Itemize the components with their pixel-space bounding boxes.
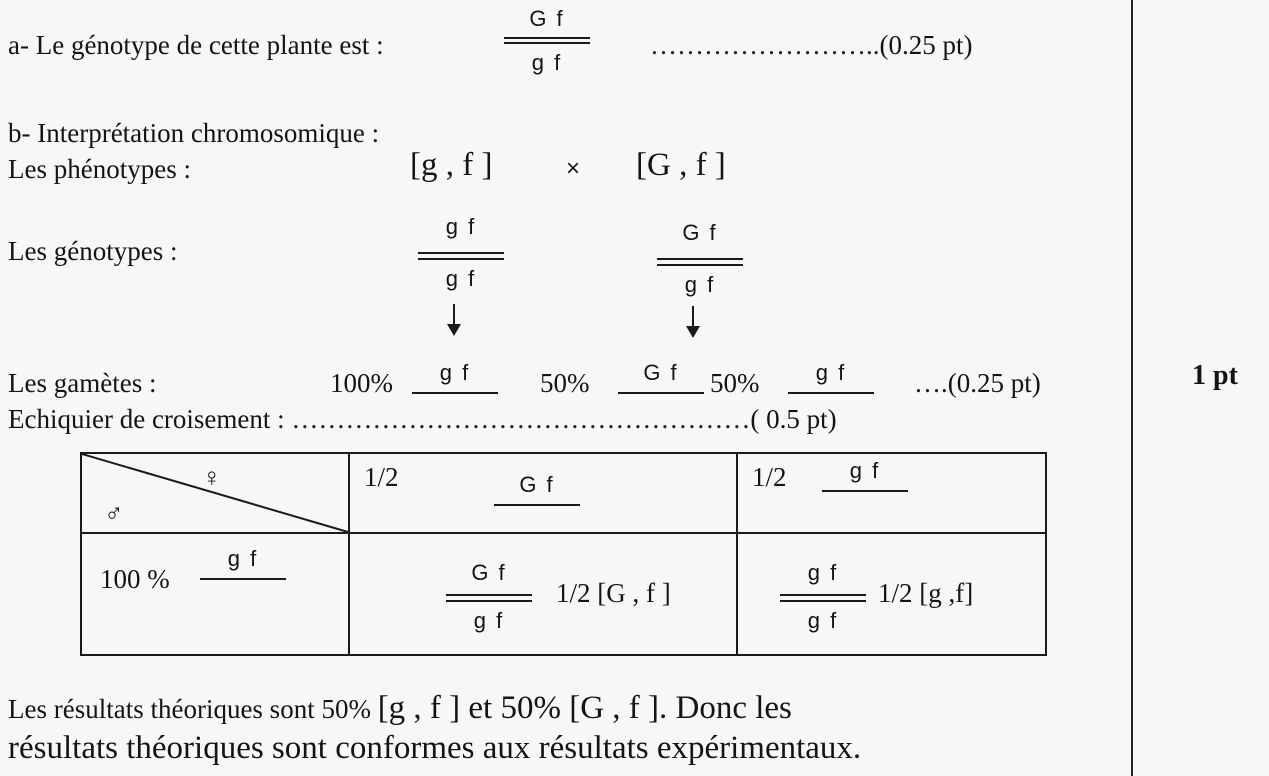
genotype-left-bottom: g f — [445, 266, 477, 291]
cell-1-genotype-bottom: g f — [473, 608, 505, 633]
arrow-down-icon — [453, 304, 455, 326]
column-2-gamete-label: g f — [849, 458, 881, 483]
gamete-3-label: g f — [815, 360, 847, 385]
chromosome-bar — [822, 490, 908, 492]
gamete-1-label: g f — [439, 360, 471, 385]
gamete-1-percent: 100% — [330, 368, 393, 398]
genotype-right — [657, 220, 743, 297]
chromosome-bar — [418, 258, 504, 260]
column-2-fraction: 1/2 — [752, 462, 787, 492]
chromosome-bar — [494, 504, 580, 506]
genotype-left — [418, 214, 504, 291]
chromosome-bar — [412, 392, 498, 394]
row-label: 100 % — [100, 564, 170, 594]
part-b-heading: b- Interprétation chromosomique : — [8, 118, 380, 148]
cell-1-genotype — [446, 560, 532, 633]
male-icon: ♂ — [104, 498, 124, 528]
genotype-right-top: G f — [682, 220, 718, 245]
cross-symbol: × — [566, 155, 581, 182]
part-a-text: a- Le génotype de cette plante est : — [8, 30, 384, 60]
chromosome-bar — [657, 258, 743, 260]
row-gamete-label: g f — [227, 546, 259, 571]
conclusion-line-1b: [g , f ] et 50% [G , f ]. Donc les — [377, 690, 792, 726]
female-icon: ♀ — [202, 462, 222, 492]
table-column-divider — [736, 454, 738, 654]
cell-2-result: 1/2 [g ,f] — [878, 578, 974, 608]
margin-divider — [1131, 0, 1133, 776]
conclusion-line-2: résultats théoriques sont conformes aux résultats expérimentaux. — [8, 730, 862, 766]
plant-genotype-bottom: g f — [531, 50, 563, 75]
arrow-down-icon — [692, 306, 694, 328]
genotype-left-top: g f — [445, 214, 477, 239]
phenotypes-label: Les phénotypes : — [8, 154, 191, 184]
column-1-gamete-label: G f — [519, 472, 555, 497]
chromosome-bar — [788, 392, 874, 394]
conclusion-line-1a: Les résultats théoriques sont 50% — [8, 694, 378, 724]
gamete-3-percent: 50% — [710, 368, 760, 398]
cell-1-genotype-top: G f — [471, 560, 507, 585]
phenotype-right: [G , f ] — [636, 147, 726, 183]
punnett-square — [80, 452, 1047, 656]
chromosome-bar — [504, 42, 590, 44]
cell-2-genotype-bottom: g f — [807, 608, 839, 633]
phenotype-left: [g , f ] — [410, 147, 493, 183]
genotype-right-bottom: g f — [684, 272, 716, 297]
chromosome-bar — [200, 578, 286, 580]
plant-genotype-top: G f — [529, 6, 565, 31]
gamete-2-label: G f — [643, 360, 679, 385]
checker-label: Echiquier de croisement : ……………………………………………( 0.5 pt) — [8, 404, 837, 434]
chromosome-bar — [446, 594, 532, 596]
chromosome-bar — [657, 264, 743, 266]
score-badge: 1 pt — [1192, 360, 1238, 391]
cell-2-genotype — [780, 560, 866, 633]
chromosome-bar — [418, 252, 504, 254]
chromosome-bar — [504, 37, 590, 39]
conclusion-line-1 — [8, 690, 792, 727]
cell-1-result: 1/2 [G , f ] — [556, 578, 671, 608]
gametes-label: Les gamètes : — [8, 368, 157, 398]
column-1-fraction: 1/2 — [364, 462, 399, 492]
genotypes-label: Les génotypes : — [8, 236, 178, 266]
plant-genotype — [504, 6, 590, 76]
gamete-2-percent: 50% — [540, 368, 590, 398]
chromosome-bar — [446, 600, 532, 602]
cell-2-genotype-top: g f — [807, 560, 839, 585]
part-a-points: ……………………..(0.25 pt) — [650, 30, 973, 60]
chromosome-bar — [618, 392, 704, 394]
chromosome-bar — [780, 594, 866, 596]
gametes-points: ….(0.25 pt) — [914, 368, 1041, 398]
chromosome-bar — [780, 600, 866, 602]
